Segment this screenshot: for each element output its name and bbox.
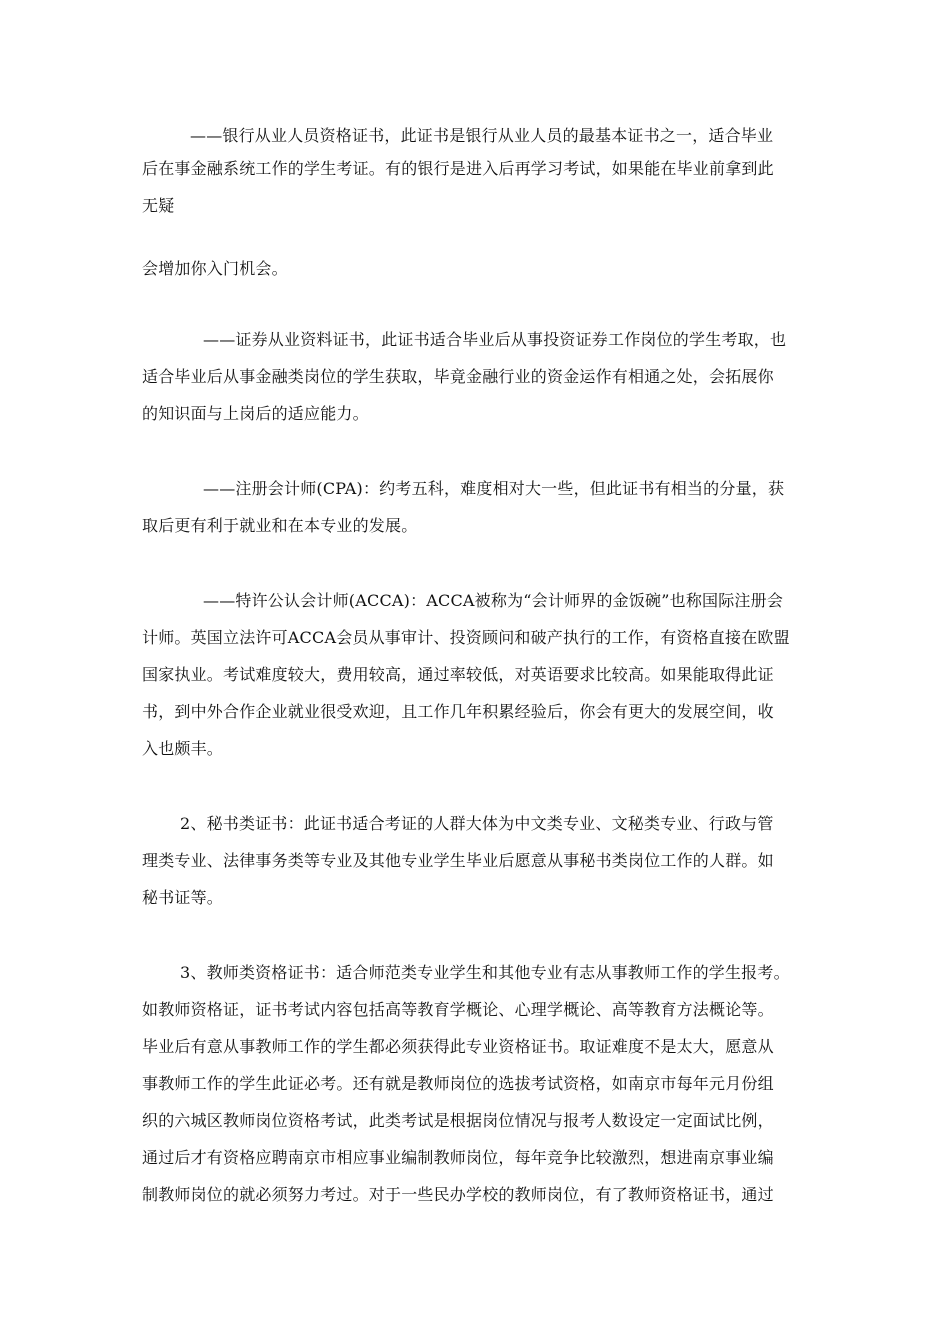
paragraph-line: 织的六城区教师岗位资格考试，此类考试是根据岗位情况与报考人数设定一定面试比例，: [142, 1111, 774, 1130]
paragraph-line: ——银行从业人员资格证书，此证书是银行从业人员的最基本证书之一，适合毕业: [190, 126, 774, 145]
paragraph-line: 2、秘书类证书：此证书适合考证的人群大体为中文类专业、文秘类专业、行政与管: [180, 814, 774, 833]
paragraph-line: 书，到中外合作企业就业很受欢迎，且工作几年积累经验后，你会有更大的发展空间，收: [142, 702, 774, 721]
paragraph-line: ——注册会计师(CPA)：约考五科，难度相对大一些，但此证书有相当的分量，获: [203, 479, 785, 498]
paragraph-line: 的知识面与上岗后的适应能力。: [142, 404, 369, 423]
paragraph-line: 国家执业。考试难度较大，费用较高，通过率较低，对英语要求比较高。如果能取得此证: [142, 665, 774, 684]
paragraph-line: 事教师工作的学生此证必考。还有就是教师岗位的选拔考试资格，如南京市每年元月份组: [142, 1074, 774, 1093]
paragraph-line: 通过后才有资格应聘南京市相应事业编制教师岗位，每年竞争比较激烈，想进南京事业编: [142, 1148, 774, 1167]
paragraph-line: 计师。英国立法许可ACCA会员从事审计、投资顾问和破产执行的工作，有资格直接在欧盟: [142, 628, 790, 647]
paragraph-line: 取后更有利于就业和在本专业的发展。: [142, 516, 418, 535]
paragraph-line: 适合毕业后从事金融类岗位的学生获取，毕竟金融行业的资金运作有相通之处，会拓展你: [142, 367, 774, 386]
paragraph-line: ——特许公认会计师(ACCA)：ACCA被称为“会计师界的金饭碗”也称国际注册会: [203, 591, 784, 610]
paragraph-line: 入也颇丰。: [142, 739, 224, 758]
paragraph-line: 秘书证等。: [142, 888, 224, 907]
paragraph-line: 会增加你入门机会。: [142, 259, 288, 278]
paragraph-line: 制教师岗位的就必须努力考过。对于一些民办学校的教师岗位，有了教师资格证书，通过: [142, 1185, 774, 1204]
paragraph-line: 3、教师类资格证书：适合师范类专业学生和其他专业有志从事教师工作的学生报考。: [180, 963, 790, 982]
paragraph-line: 毕业后有意从事教师工作的学生都必须获得此专业资格证书。取证难度不是太大，愿意从: [142, 1037, 774, 1056]
paragraph-line: 无疑: [142, 196, 175, 215]
paragraph-line: 理类专业、法律事务类等专业及其他专业学生毕业后愿意从事秘书类岗位工作的人群。如: [142, 851, 774, 870]
paragraph-line: ——证券从业资料证书，此证书适合毕业后从事投资证券工作岗位的学生考取，也: [203, 330, 787, 349]
paragraph-line: 如教师资格证，证书考试内容包括高等教育学概论、心理学概论、高等教育方法概论等。: [142, 1000, 774, 1019]
paragraph-line: 后在事金融系统工作的学生考证。有的银行是进入后再学习考试，如果能在毕业前拿到此: [142, 159, 774, 178]
